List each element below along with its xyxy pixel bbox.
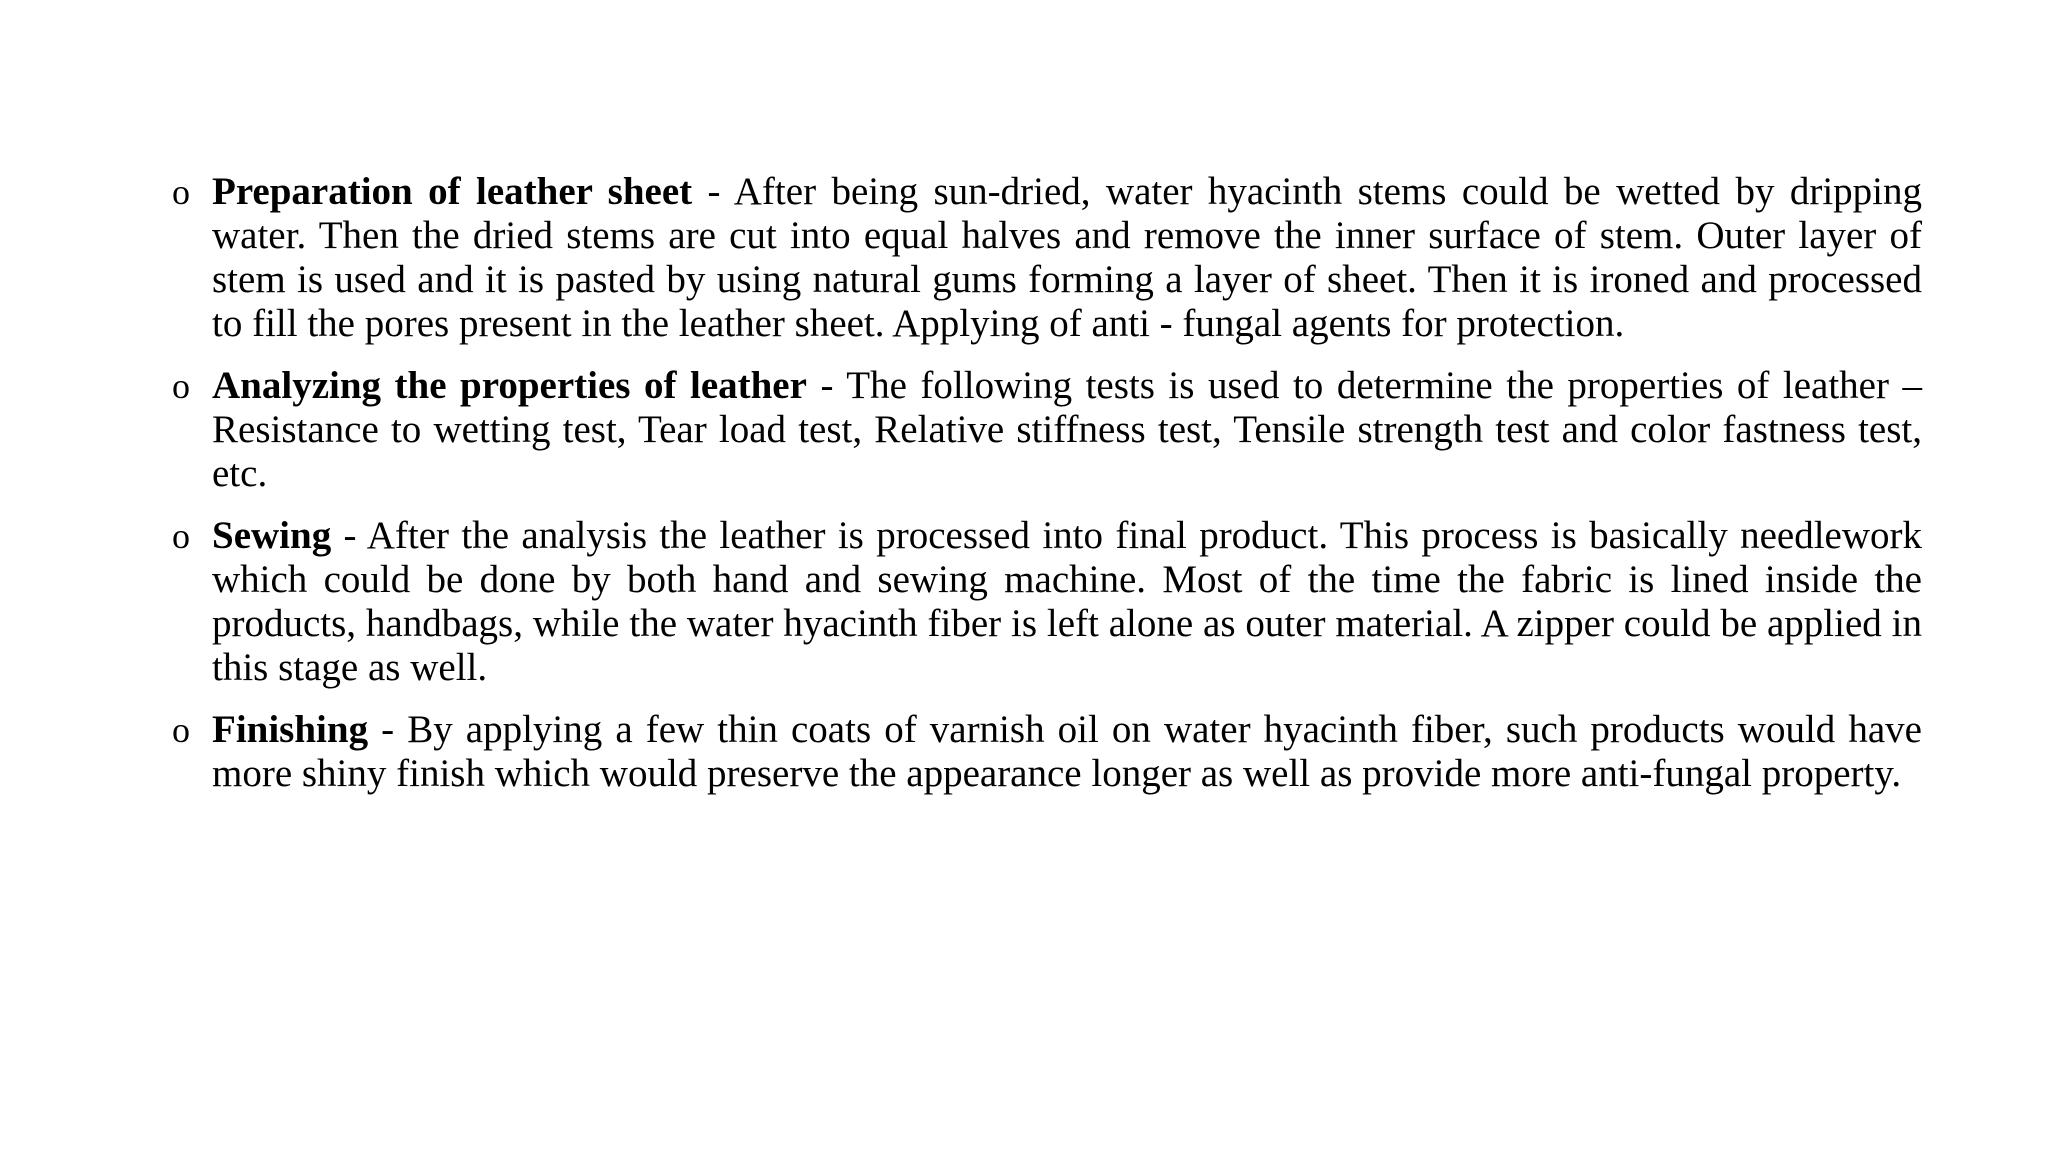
list-item-text [212,170,1922,346]
circle-bullet-icon: o [172,710,190,750]
list-item [172,364,1922,496]
bullet-list [172,170,1922,814]
list-item-text [212,364,1922,496]
item-description: - After being sun-dried, water hyacinth stems could be wetted by dripping water. Then the dried stems are cut into equal halves and remove the inner surface of stem. Outer layer of stem is used and it is pasted by using natural gums forming a layer of sheet. Then it is ironed and processed to fill the pores present in the leather sheet. Applying of anti - fungal agents for protection. [212,170,1922,345]
item-term: Analyzing the properties of leather [212,364,807,407]
circle-bullet-icon: o [172,366,190,406]
item-description: - After the analysis the leather is processed into final product. This process is basically needlework which could be done by both hand and sewing machine. Most of the time the fabric is lined inside the products, handbags, while the water hyacinth fiber is left alone as outer material. A zipper could be applied in this stage as well. [212,514,1922,689]
circle-bullet-icon: o [172,172,190,212]
list-item-text [212,708,1922,796]
item-term: Sewing [212,514,332,557]
list-item-text [212,514,1922,690]
item-term: Preparation of leather sheet [212,170,693,213]
list-item [172,708,1922,796]
list-item [172,514,1922,690]
item-description: - By applying a few thin coats of varnish oil on water hyacinth fiber, such products would have more shiny finish which would preserve the appearance longer as well as provide more anti-fungal property. [212,708,1922,795]
item-term: Finishing [212,708,369,751]
item-description: - The following tests is used to determine the properties of leather – Resistance to wetting test, Tear load test, Relative stiffness test, Tensile strength test and color fastness test, etc. [212,364,1922,495]
circle-bullet-icon: o [172,516,190,556]
list-item [172,170,1922,346]
